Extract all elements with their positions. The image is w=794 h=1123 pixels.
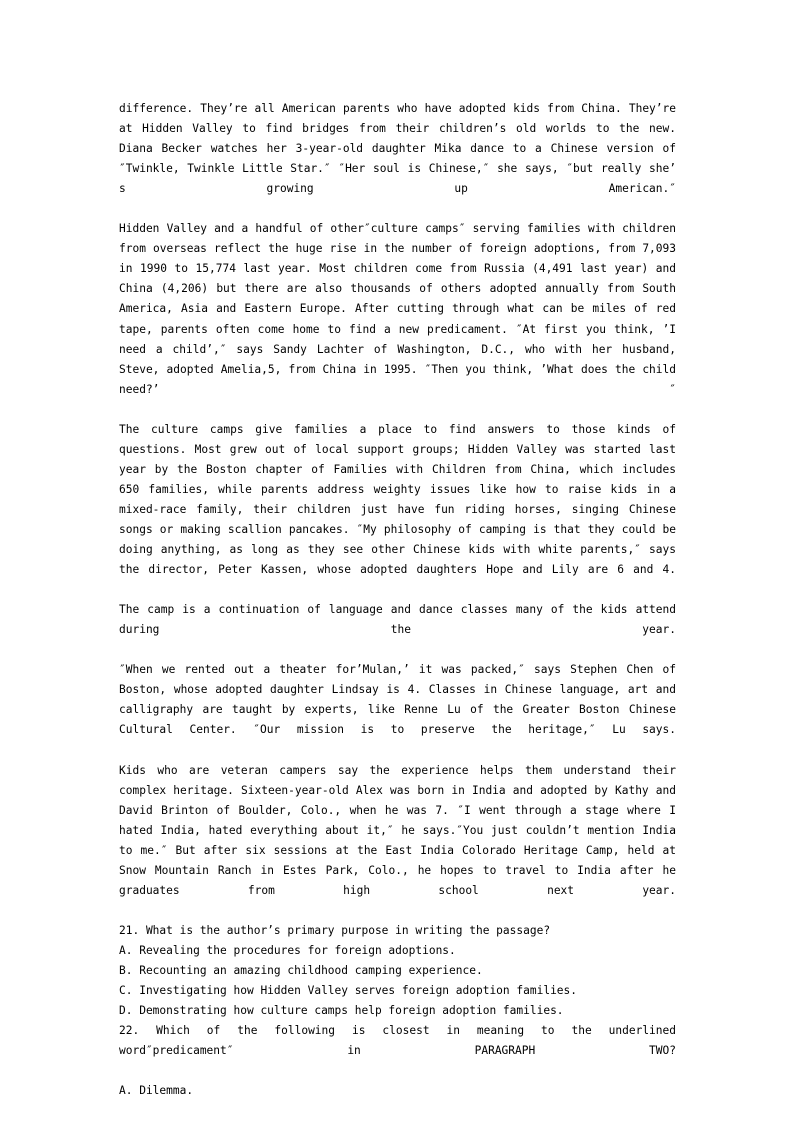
passage-paragraph-1: difference. They’re all American parents who have adopted kids from China. They’re at Hidden Valley to find bridges from their children’s old worlds to the new. Diana Becker watches her 3-year-old daughter Mika dance to a Chinese version of ″Twinkle, Twinkle Little Star.″ ″Her soul is Chinese,″ she says, ″but really she’ s growing up American.″	[119, 102, 676, 196]
question-21-option-a[interactable]: A. Revealing the procedures for foreign adoptions.	[119, 943, 456, 957]
document-text-body	[119, 99, 676, 1101]
question-22-stem: 22. Which of the following is closest in meaning to the underlined word″predicament″ in PARAGRAPH TWO?	[119, 1024, 676, 1058]
question-21-option-b[interactable]: B. Recounting an amazing childhood camping experience.	[119, 964, 483, 978]
passage-paragraph-5: ″When we rented out a theater for’Mulan,’ it was packed,″ says Stephen Chen of Boston, whose adopted daughter Lindsay is 4. Classes in Chinese language, art and calligraphy are taught by experts, like Renne Lu of the Greater Boston Chinese Cultural Center. ″Our mission is to preserve the heritage,″ Lu says.	[119, 663, 676, 737]
passage-paragraph-6: Kids who are veteran campers say the experience helps them understand their complex heritage. Sixteen-year-old Alex was born in India and adopted by Kathy and David Brinton of Boulder, Colo., when he was 7. ″I went through a stage where I hated India, hated everything about it,″ he says.″You just couldn’t mention India to me.″ But after six sessions at the East India Colorado Heritage Camp, held at Snow Mountain Ranch in Estes Park, Colo., he hopes to travel to India after he graduates from high school next year.	[119, 763, 676, 897]
question-21-option-d[interactable]: D. Demonstrating how culture camps help foreign adoption families.	[119, 1004, 564, 1018]
question-21-option-c[interactable]: C. Investigating how Hidden Valley serves foreign adoption families.	[119, 984, 578, 998]
passage-paragraph-3: The culture camps give families a place to find answers to those kinds of questions. Most grew out of local support groups; Hidden Valley was started last year by the Boston chapter of Families with Children from China, which includes 650 families, while parents address weighty issues like how to raise kids in a mixed-race family, their children just have fun riding horses, singing Chinese songs or making scallion pancakes. ″My philosophy of camping is that they could be doing anything, as long as they see other Chinese kids with white parents,″ says the director, Peter Kassen, whose adopted daughters Hope and Lily are 6 and 4.	[119, 422, 676, 577]
passage-paragraph-4: The camp is a continuation of language and dance classes many of the kids attend during the year.	[119, 603, 676, 637]
question-22-option-a[interactable]: A. Dilemma.	[119, 1084, 194, 1098]
question-21-stem: 21. What is the author’s primary purpose in writing the passage?	[119, 923, 551, 937]
passage-paragraph-2: Hidden Valley and a handful of other″culture camps″ serving families with children from overseas reflect the huge rise in the number of foreign adoptions, from 7,093 in 1990 to 15,774 last year. Most children come from Russia (4,491 last year) and China (4,206) but there are also thousands of others adopted annually from South America, Asia and Eastern Europe. After cutting through what can be miles of red tape, parents often come home to find a new predicament. ″At first you think, ’I need a child’,″ says Sandy Lachter of Washington, D.C., who with her husband, Steve, adopted Amelia,5, from China in 1995. ″Then you think, ’What does the child need?’ ″	[119, 222, 676, 396]
